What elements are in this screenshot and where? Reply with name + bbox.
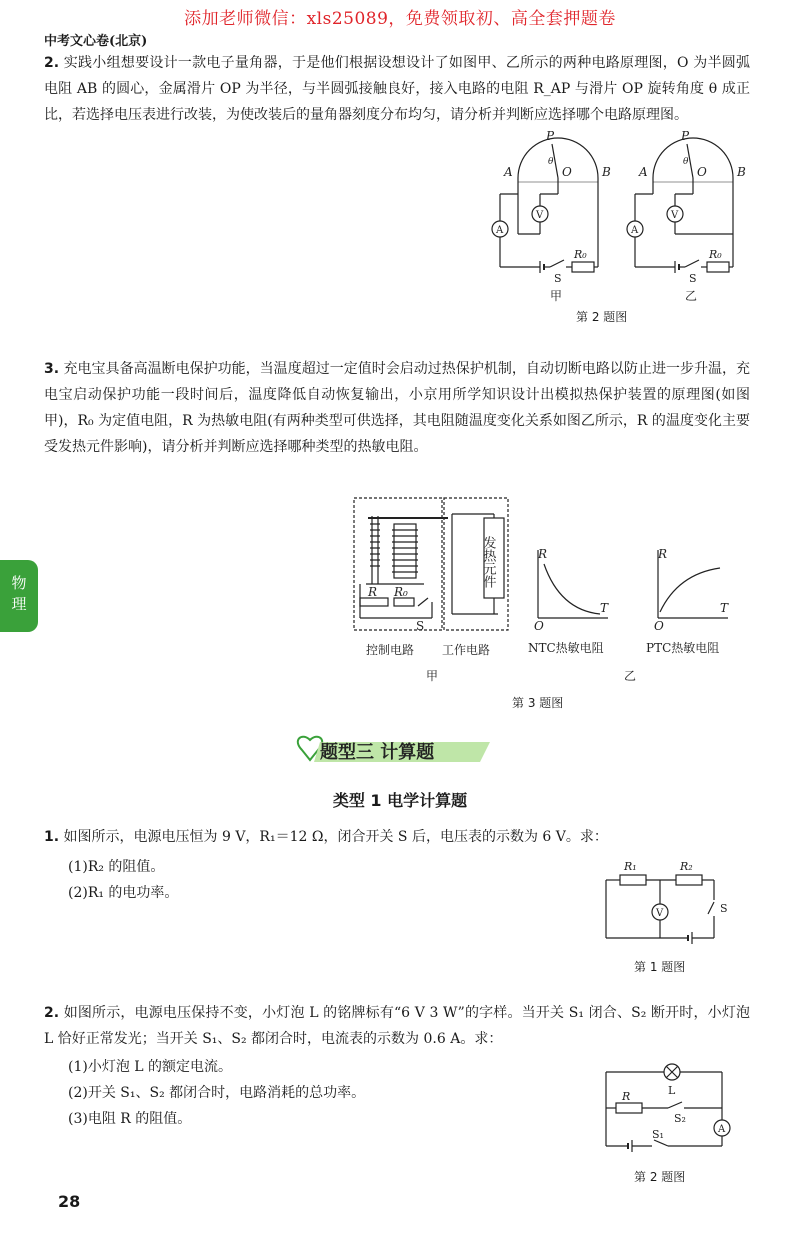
label-theta: θ <box>548 157 554 167</box>
axis-r: R <box>538 547 548 561</box>
figure-c2 <box>596 1058 746 1164</box>
section-title: 题型三 计算题 <box>320 742 435 763</box>
label-yi: 乙 <box>624 669 637 683</box>
page-header: 中考文心卷(北京) <box>44 34 148 49</box>
axis-o: O <box>534 619 544 633</box>
figure-q2-circuits <box>480 124 760 324</box>
label-l: L <box>668 1084 676 1097</box>
switch-s <box>418 598 428 606</box>
sub-question: (2)开关 S₁、S₂ 都闭合时，电路消耗的总功率。 <box>68 1085 366 1101</box>
s-label: S <box>554 272 562 285</box>
question-number: 1. <box>44 829 60 845</box>
figure-caption: 第 2 题图 <box>634 1170 686 1184</box>
switch-s2 <box>668 1102 682 1108</box>
ptc-curve <box>660 568 720 612</box>
label-o: O <box>697 165 707 179</box>
voltmeter-label: V <box>656 908 664 919</box>
question-number: 2. <box>44 1005 60 1021</box>
resistor-r <box>360 598 388 606</box>
label-r2: R₂ <box>680 860 693 873</box>
axis-t: T <box>720 601 729 615</box>
control-circuit-label: 控制电路 <box>366 643 415 657</box>
figure-caption: 第 3 题图 <box>512 696 564 710</box>
voltmeter-label: V <box>536 210 544 221</box>
r0-label: R₀ <box>709 248 722 261</box>
page-number: 28 <box>58 1192 81 1211</box>
type-title: 类型 1 电学计算题 <box>332 791 468 810</box>
label-s: S <box>416 619 425 633</box>
resistor-r <box>616 1103 642 1113</box>
label-a: A <box>504 165 513 179</box>
heater-label: 发热元件 <box>480 536 496 588</box>
label-p: P <box>681 129 690 143</box>
ammeter-label: A <box>496 225 504 236</box>
calc-question-1 <box>44 824 750 850</box>
ntc-curve <box>544 564 600 614</box>
question-text: 如图所示，电源电压恒为 9 V，R₁＝12 Ω，闭合开关 S 后，电压表的示数为 6 V。求： <box>63 829 608 845</box>
question-text: 实践小组想要设计一款电子量角器，于是他们根据设想设计了如图甲、乙所示的两种电路原理图，O 为半圆弧电阻 AB 的圆心，金属滑片 OP 为半径，与半圆弧接触良好，接入电路的电阻 R_AP 与滑片 OP 旋转角度 θ 成正比，若选择电压表进行改装，为使改装后的量角器刻度分布均匀，请分析并判断应选择哪个电路原理图。 <box>44 55 750 123</box>
ammeter-label: A <box>718 1124 726 1135</box>
ntc-graph <box>528 547 609 655</box>
resistor-r2 <box>676 875 702 885</box>
figure-q3 <box>348 494 748 704</box>
work-circuit-label: 工作电路 <box>442 643 491 657</box>
watermark-banner: 添加老师微信：xls25089，免费领取初、高全套押题卷 <box>184 9 616 29</box>
question-2 <box>44 50 750 128</box>
label-r: R <box>622 1090 631 1103</box>
figure-caption: 第 1 题图 <box>634 960 686 974</box>
label-r1: R₁ <box>624 860 637 873</box>
label-s: S <box>720 902 728 915</box>
sub-question: (3)电阻 R 的阻值。 <box>68 1111 192 1127</box>
resistor-r0 <box>572 262 594 272</box>
label-r0: R₀ <box>394 585 408 599</box>
resistor-r0 <box>394 598 414 606</box>
circuit-jia-labels <box>495 129 611 303</box>
axis-t: T <box>600 601 609 615</box>
switch-s <box>708 902 714 914</box>
label-jia: 甲 <box>550 289 563 303</box>
label-yi: 乙 <box>685 289 698 303</box>
label-b: B <box>602 165 611 179</box>
sub-question: (1)小灯泡 L 的额定电流。 <box>68 1059 233 1075</box>
label-r: R <box>368 585 378 599</box>
ntc-label: NTC热敏电阻 <box>528 641 604 655</box>
label-b: B <box>737 165 746 179</box>
question-text: 如图所示，电源电压保持不变，小灯泡 L 的铭牌标有“6 V 3 W”的字样。当开关 S₁ 闭合、S₂ 断开时，小灯泡 L 恰好正常发光；当开关 S₁、S₂ 都闭合时，电流表的示数为 0.6 A。求： <box>44 1005 750 1047</box>
label-s1: S₁ <box>652 1128 664 1141</box>
voltmeter-label: V <box>671 210 679 221</box>
s-label: S <box>689 272 697 285</box>
axis-r: R <box>658 547 668 561</box>
calc-question-2 <box>44 1000 750 1052</box>
label-o: O <box>562 165 572 179</box>
figure-caption: 第 2 题图 <box>576 310 628 324</box>
r0-label: R₀ <box>574 248 587 261</box>
ammeter-label: A <box>631 225 639 236</box>
question-number: 3. <box>44 361 60 377</box>
circuit-yi-labels <box>630 129 746 303</box>
label-theta: θ <box>683 157 689 167</box>
question-text: 充电宝具备高温断电保护功能，当温度超过一定值时会启动过热保护机制，自动切断电路以防止进一步升温，充电宝启动保护功能一段时间后，温度降低自动恢复输出，小京用所学知识设计出模拟热保护装置的原理图(如图甲)，R₀ 为定值电阻，R 为热敏电阻(有两种类型可供选择，其电阻随温度变化关系如图乙所示，R 的温度变化主要受发热元件影响)，请分析并判断应选择哪种类型的热敏电阻。 <box>44 361 751 455</box>
sub-question: (2)R₁ 的电功率。 <box>68 885 179 901</box>
label-p: P <box>546 129 555 143</box>
axis-o: O <box>654 619 664 633</box>
semicircle-resistor <box>518 138 598 178</box>
ptc-graph <box>646 547 729 655</box>
label-jia: 甲 <box>426 669 439 683</box>
ptc-label: PTC热敏电阻 <box>646 641 720 655</box>
subject-tab: 物理 <box>0 560 38 632</box>
question-3 <box>44 356 750 460</box>
label-s2: S₂ <box>674 1112 686 1125</box>
switch-s <box>550 260 564 267</box>
label-a: A <box>639 165 648 179</box>
question-number: 2. <box>44 55 60 71</box>
resistor-r1 <box>620 875 646 885</box>
electromagnetic-relay <box>366 516 448 584</box>
sub-question: (1)R₂ 的阻值。 <box>68 859 165 875</box>
figure-c1 <box>596 856 746 956</box>
